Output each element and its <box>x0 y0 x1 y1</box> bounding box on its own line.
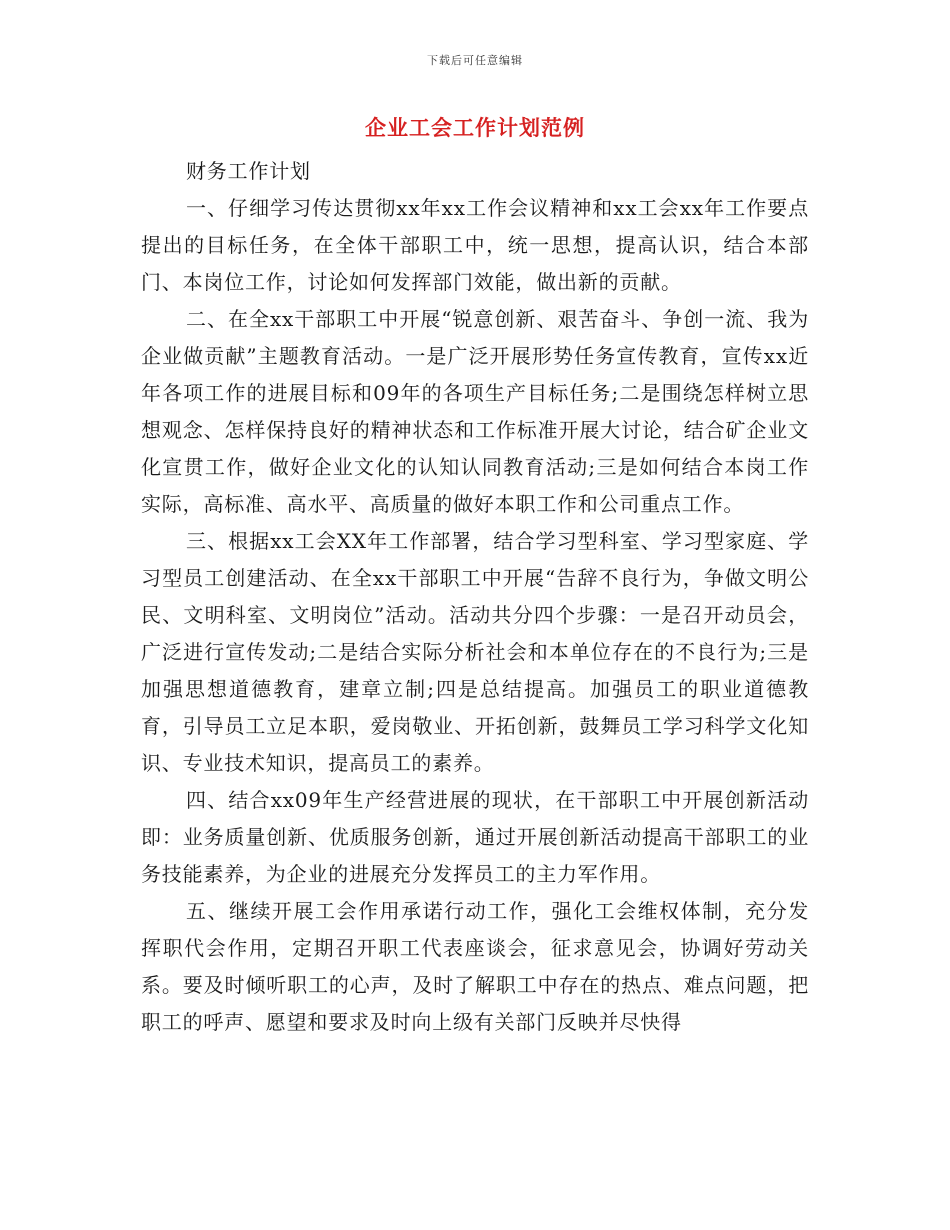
paragraph-item-3: 三、根据xx工会XX年工作部署，结合学习型科室、学习型家庭、学习型员工创建活动、在全xx干部职工中开展“告辞不良行为，争做文明公民、文明科室、文明岗位”活动。活动共分四个步骤：一是召开动员会，广泛进行宣传发动;二是结合实际分析社会和本单位存在的不良行为;三是加强思想道德教育，建章立制;四是总结提高。加强员工的职业道德教育，引导员工立足本职，爱岗敬业、开拓创新，鼓舞员工学习科学文化知识、专业技术知识，提高员工的素养。 <box>141 529 809 775</box>
paragraph-item-2: 二、在全xx干部职工中开展“锐意创新、艰苦奋斗、争创一流、我为企业做贡献”主题教育活动。一是广泛开展形势任务宣传教育，宣传xx近年各项工作的进展目标和09年的各项生产目标任务;二是围绕怎样树立思想观念、怎样保持良好的精神状态和工作标准开展大讨论，结合矿企业文化宣贯工作，做好企业文化的认知认同教育活动;三是如何结合本岗工作实际，高标准、高水平、高质量的做好本职工作和公司重点工作。 <box>141 307 809 516</box>
paragraph-subtitle: 财务工作计划 <box>186 159 311 183</box>
paragraph-item-4: 四、结合xx09年生产经营进展的现状，在干部职工中开展创新活动即：业务质量创新、优质服务创新，通过开展创新活动提高干部职工的业务技能素养，为企业的进展充分发挥员工的主力军作用。 <box>141 788 809 886</box>
document-title: 企业工会工作计划范例 <box>365 115 585 140</box>
paragraph-item-5: 五、继续开展工会作用承诺行动工作，强化工会维权体制，充分发挥职代会作用，定期召开职工代表座谈会，征求意见会，协调好劳动关系。要及时倾听职工的心声，及时了解职工中存在的热点、难点问题，把职工的呼声、愿望和要求及时向上级有关部门反映并尽快得 <box>141 899 809 1034</box>
header-note: 下载后可任意编辑 <box>427 54 523 67</box>
paragraph-item-1: 一、仔细学习传达贯彻xx年xx工作会议精神和xx工会xx年工作要点提出的目标任务，在全体干部职工中，统一思想，提高认识，结合本部门、本岗位工作，讨论如何发挥部门效能，做出新的贡献。 <box>141 196 809 294</box>
document-body <box>141 153 809 1041</box>
